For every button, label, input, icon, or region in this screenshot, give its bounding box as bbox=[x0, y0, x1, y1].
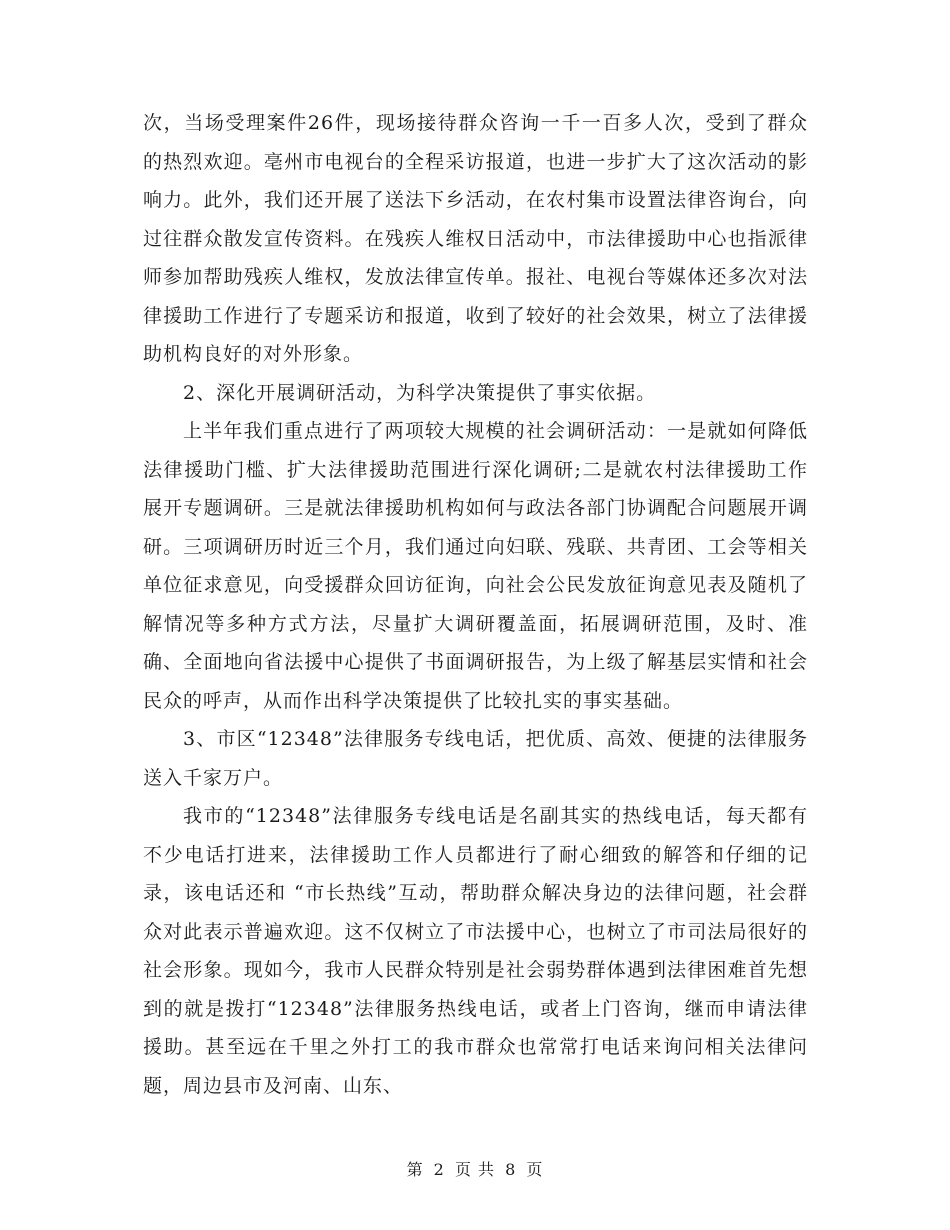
footer-total-pages: 8 bbox=[505, 1160, 517, 1179]
section-heading-2: 2、深化开展调研活动，为科学决策提供了事实依据。 bbox=[183, 381, 657, 404]
paragraph-hotline: 我市的“12348”法律服务专线电话是名副其实的热线电话，每天都有不少电话打进来，法律援助工作人员都进行了耐心细致的解答和仔细的记录，该电话还和 “市长热线”互动，帮助群众解决身边的法律问题，社会群众对此表示普遍欢迎。这不仅树立了市法援中心，也树立了市司法局很好的社会形象。现如今，我市人民群众特别是社会弱势群体遇到法律困难首先想到的就是拨打“12348”法律服务热线电话，或者上门咨询，继而申请法律援助。甚至远在千里之外打工的我市群众也常常打电话来询问相关法律问题，周边县市及河南、山东、 bbox=[143, 805, 808, 1097]
section-heading-3: 3、市区“12348”法律服务专线电话，把优质、高效、便捷的法律服务送入千家万户。 bbox=[143, 728, 808, 789]
page-footer bbox=[0, 1157, 950, 1180]
paragraph-research: 上半年我们重点进行了两项较大规模的社会调研活动：一是就如何降低法律援助门槛、扩大法律援助范围进行深化调研;二是就农村法律援助工作展开专题调研。三是就法律援助机构如何与政法各部门协调配合问题展开调研。三项调研历时近三个月，我们通过向妇联、残联、共青团、工会等相关单位征求意见，向受援群众回访征询，向社会公民发放征询意见表及随机了解情况等多种方式方法，尽量扩大调研覆盖面，拓展调研范围，及时、准确、全面地向省法援中心提供了书面调研报告，为上级了解基层实情和社会民众的呼声，从而作出科学决策提供了比较扎实的事实基础。 bbox=[143, 420, 808, 712]
footer-page-number: 2 bbox=[433, 1160, 445, 1179]
footer-suffix: 页 bbox=[526, 1160, 544, 1179]
paragraph-continuation: 次，当场受理案件26件，现场接待群众咨询一千一百多人次，受到了群众的热烈欢迎。亳州市电视台的全程采访报道，也进一步扩大了这次活动的影响力。此外，我们还开展了送法下乡活动，在农村集市设置法律咨询台，向过往群众散发宣传资料。在残疾人维权日活动中，市法律援助中心也指派律师参加帮助残疾人维权，发放法律宣传单。报社、电视台等媒体还多次对法律援助工作进行了专题采访和报道，收到了较好的社会效果，树立了法律援助机构良好的对外形象。 bbox=[143, 112, 808, 365]
document-body bbox=[143, 104, 808, 1105]
footer-prefix: 第 bbox=[406, 1160, 424, 1179]
footer-middle: 页 共 bbox=[454, 1160, 496, 1179]
